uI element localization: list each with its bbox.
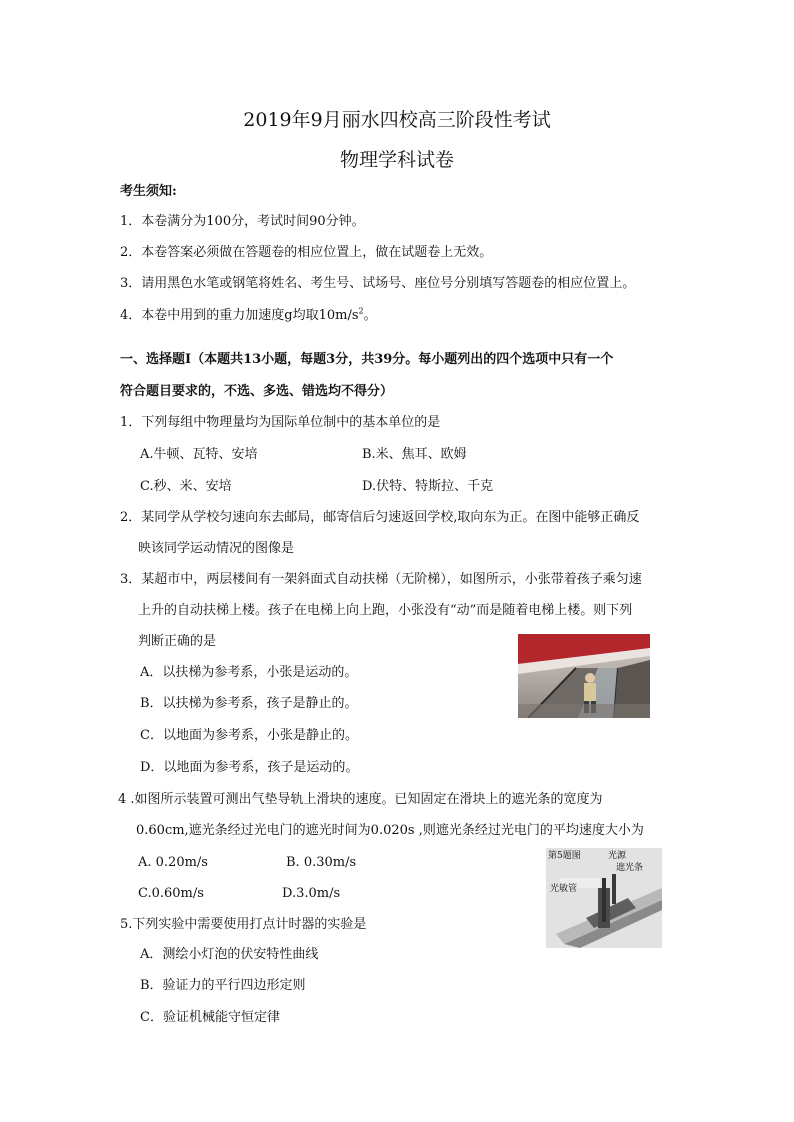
figure-label-strip: 遮光条 <box>616 863 644 873</box>
notice-item-4 <box>120 308 377 324</box>
escalator-photo <box>518 634 650 718</box>
question-5-option-c: C．验证机械能守恒定律 <box>140 1010 280 1025</box>
question-4-option-a: A. 0.20m/s <box>138 855 208 870</box>
air-track-image <box>546 848 662 948</box>
question-4-option-c: C.0.60m/s <box>138 886 204 901</box>
question-4-option-d: D.3.0m/s <box>282 886 341 901</box>
notice-item-4-text: 4．本卷中用到的重力加速度g均取10m/s <box>120 308 359 323</box>
notice-item-3: 3．请用黑色水笔或钢笔将姓名、考生号、试场号、座位号分别填写答题卷的相应位置上。 <box>120 276 636 291</box>
question-3-line2: 上升的自动扶梯上楼。孩子在电梯上向上跑，小张没有“动”而是随着电梯上楼。则下列 <box>138 603 633 618</box>
question-3-option-c: C．以地面为参考系，小张是静止的。 <box>140 728 358 743</box>
question-2-line2: 映该同学运动情况的图像是 <box>138 541 295 556</box>
question-2-line1: 2．某同学从学校匀速向东去邮局，邮寄信后匀速返回学校,取向东为正。在图中能够正确反 <box>120 510 640 525</box>
question-3-option-a: A．以扶梯为参考系，小张是运动的。 <box>140 665 358 680</box>
exam-title: 2019年9月丽水四校高三阶段性考试 <box>243 109 551 131</box>
question-5-option-a: A．测绘小灯泡的伏安特性曲线 <box>140 947 319 962</box>
question-3-line1: 3．某超市中，两层楼间有一架斜面式自动扶梯（无阶梯），如图所示，小张带着孩子乘匀速 <box>120 572 642 587</box>
air-track-figure <box>546 848 662 948</box>
superscript-two: 2 <box>358 306 364 316</box>
section-1-heading-line2: 符合题目要求的，不选、多选、错选均不得分） <box>120 384 394 399</box>
notice-item-1: 1．本卷满分为100分，考试时间90分钟。 <box>120 214 365 229</box>
question-4-line1: 4 .如图所示装置可测出气垫导轨上滑块的速度。已知固定在滑块上的遮光条的宽度为 <box>118 792 603 807</box>
question-4-line2: 0.60cm,遮光条经过光电门的遮光时间为0.020s ,则遮光条经过光电门的平均速度大小为 <box>136 823 644 838</box>
question-5-option-b: B．验证力的平行四边形定则 <box>140 978 306 993</box>
figure-title: 第5题图 <box>548 851 581 861</box>
exam-subtitle: 物理学科试卷 <box>339 149 454 171</box>
question-3-line3: 判断正确的是 <box>138 634 217 649</box>
question-3-option-d: D．以地面为参考系，孩子是运动的。 <box>140 760 359 775</box>
escalator-image <box>518 634 650 718</box>
figure-label-source: 光源 <box>608 851 627 861</box>
question-1-stem: 1．下列每组中物理量均为国际单位制中的基本单位的是 <box>120 415 441 430</box>
section-1-heading-line1: 一、选择题Ⅰ（本题共13小题，每题3分，共39分。每小题列出的四个选项中只有一个 <box>120 352 614 367</box>
question-3-option-b: B．以扶梯为参考系，孩子是静止的。 <box>140 696 358 711</box>
question-1-option-a: A.牛顿、瓦特、安培 <box>140 447 258 462</box>
question-1-option-b: B.米、焦耳、欧姆 <box>362 447 467 462</box>
question-1-option-d: D.伏特、特斯拉、千克 <box>362 479 494 494</box>
figure-label-sensor: 光敏管 <box>550 884 578 894</box>
notice-item-2: 2．本卷答案必须做在答题卷的相应位置上，做在试题卷上无效。 <box>120 245 493 260</box>
question-1-option-c: C.秒、米、安培 <box>140 479 232 494</box>
notice-heading: 考生须知: <box>120 184 177 199</box>
question-4-option-b: B. 0.30m/s <box>286 855 357 870</box>
notice-item-4-end: 。 <box>363 308 377 323</box>
question-5-stem: 5.下列实验中需要使用打点计时器的实验是 <box>120 917 367 932</box>
